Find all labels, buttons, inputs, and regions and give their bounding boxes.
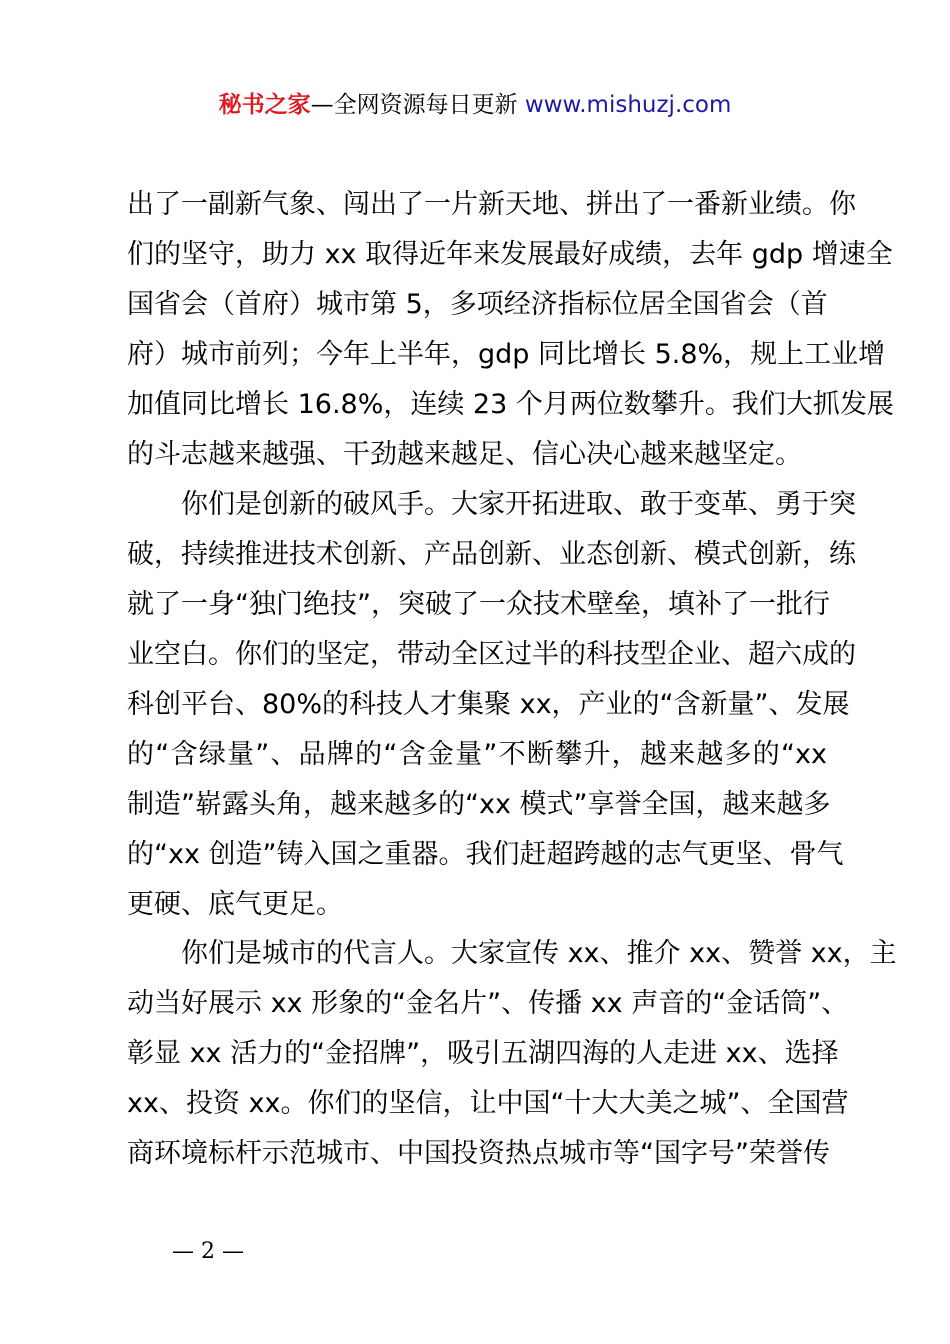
body-line: 商环境标杆示范城市、中国投资热点城市等“国字号”荣誉传 — [127, 1138, 830, 1169]
body-line: 们的坚守，助力 xx 取得近年来发展最好成绩，去年 gdp 增速全 — [127, 239, 893, 270]
header-brand: 秘书之家 — [218, 92, 311, 118]
body-line: 就了一身“独门绝技”，突破了一众技术壁垒，填补了一批行 — [127, 589, 830, 620]
header-url[interactable]: www.mishuzj.com — [524, 92, 732, 118]
body-line: 出了一副新气象、闯出了一片新天地、拼出了一番新业绩。你 — [127, 189, 856, 220]
body-line: 国省会（首府）城市第 5，多项经济指标位居全国省会（首 — [127, 289, 828, 320]
body-line: 动当好展示 xx 形象的“金名片”、传播 xx 声音的“金话筒”、 — [127, 988, 849, 1019]
body-line: 业空白。你们的坚定，带动全区过半的科技型企业、超六成的 — [127, 639, 856, 670]
body-line: 的斗志越来越强、干劲越来越足、信心决心越来越坚定。 — [127, 439, 802, 470]
body-line: 府）城市前列；今年上半年，gdp 同比增长 5.8%，规上工业增 — [127, 339, 886, 370]
page-number: — 2 — — [172, 1239, 244, 1264]
body-line: 的“xx 创造”铸入国之重器。我们赶超跨越的志气更坚、骨气 — [127, 839, 844, 870]
page-header — [0, 88, 950, 122]
body-line: 彰显 xx 活力的“金招牌”，吸引五湖四海的人走进 xx、选择 — [127, 1038, 839, 1069]
body-line: 科创平台、80%的科技人才集聚 xx，产业的“含新量”、发展 — [127, 689, 850, 720]
header-tagline: —全网资源每日更新 — [310, 92, 518, 118]
body-line: xx、投资 xx。你们的坚信，让中国“十大大美之城”、全国营 — [127, 1088, 849, 1119]
body-line: 你们是创新的破风手。大家开拓进取、敢于变革、勇于突 — [181, 489, 856, 520]
body-line: 的“含绿量”、品牌的“含金量”不断攀升，越来越多的“xx — [127, 739, 827, 770]
body-line: 加值同比增长 16.8%，连续 23 个月两位数攀升。我们大抓发展 — [127, 389, 894, 420]
body-line: 更硬、底气更足。 — [127, 889, 343, 920]
body-line: 制造”崭露头角，越来越多的“xx 模式”享誉全国，越来越多 — [127, 789, 831, 820]
body-line: 你们是城市的代言人。大家宣传 xx、推介 xx、赞誉 xx，主 — [181, 938, 897, 969]
body-line: 破，持续推进技术创新、产品创新、业态创新、模式创新，练 — [127, 539, 856, 570]
